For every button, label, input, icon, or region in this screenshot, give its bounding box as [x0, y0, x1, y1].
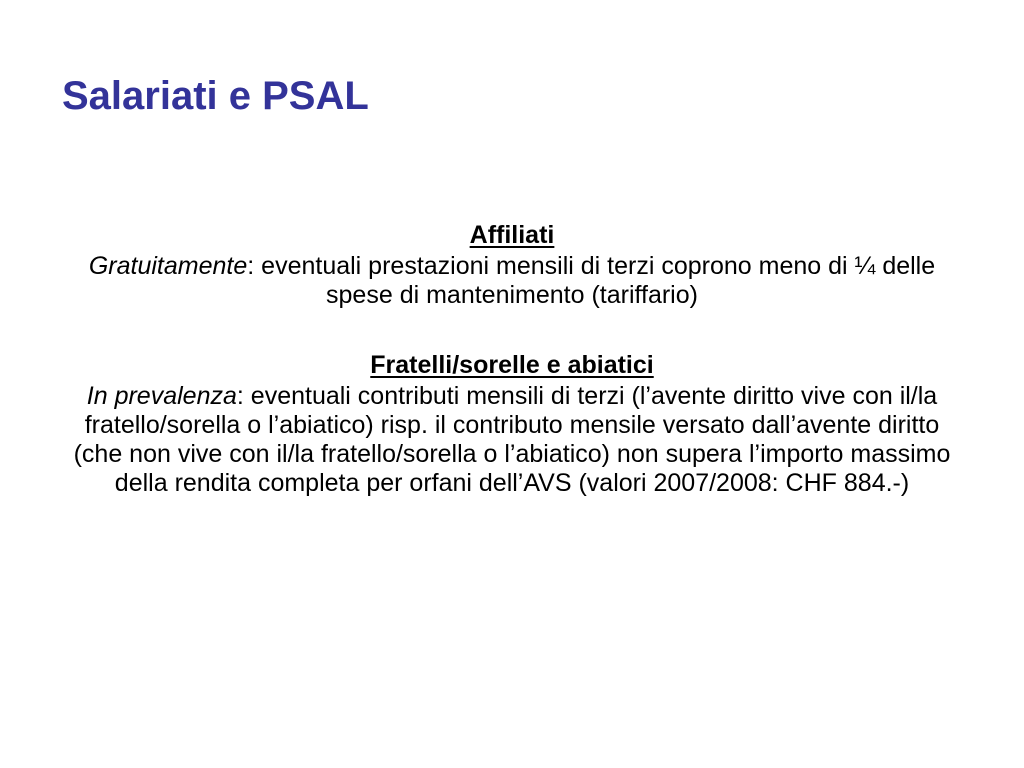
slide-body: [70, 218, 954, 498]
slide-title: Salariati e PSAL: [62, 74, 369, 118]
paragraph-lead-term: Gratuitamente: [88, 252, 248, 280]
paragraph-separator: :: [247, 252, 255, 280]
section-heading: Fratelli/sorelle e abiatici: [370, 351, 654, 379]
section-affiliati: [70, 218, 954, 310]
section-paragraph: [70, 382, 954, 498]
paragraph-text: eventuali contributi mensili di terzi (l’avente diritto vive con il/la fratello/sorella o l’abiatico) risp. il contributo mensile versato dall’avente diritto (che non vive con il/la fratello/sorella o l’abiatico) non supera l’importo massimo della rendita completa per orfani dell’AVS (valori 2007/2008: CHF 884.-): [73, 382, 951, 497]
section-heading: Affiliati: [469, 221, 555, 249]
section-paragraph: [70, 252, 954, 310]
paragraph-text: eventuali prestazioni mensili di terzi coprono meno di ¼ delle spese di mantenimento (tariffario): [254, 252, 936, 309]
paragraph-lead-term: In prevalenza: [86, 382, 237, 410]
section-fratelli-sorelle-abiatici: [70, 348, 954, 498]
paragraph-separator: :: [236, 382, 244, 410]
